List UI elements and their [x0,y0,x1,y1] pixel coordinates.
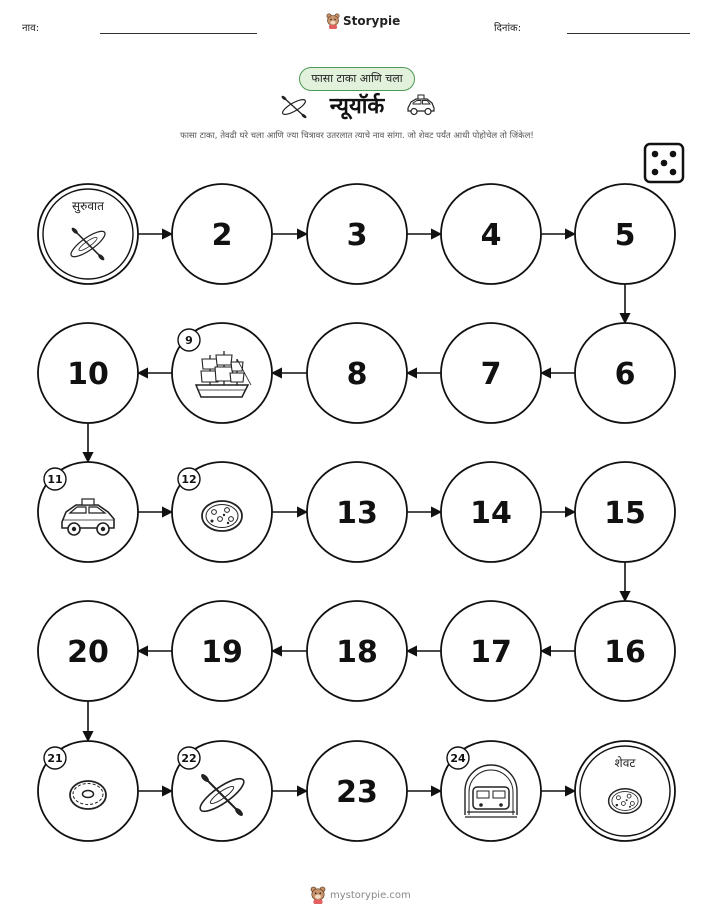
game-title: न्यूयॉर्क [329,94,385,119]
space-number: 2 [211,218,233,253]
space-number: 7 [480,357,502,392]
board-space-20[interactable] [38,601,138,701]
footer-url: mystorypie.com [330,889,411,901]
name-label: नाव: [22,23,40,34]
space-number: 15 [604,496,646,531]
space-number: 19 [201,635,243,670]
space-number: 3 [346,218,368,253]
pizza-icon [609,789,642,814]
board-space-21[interactable] [38,741,138,841]
space-number: 4 [480,218,502,253]
start-label: सुरुवात [72,199,104,213]
space-number: 21 [47,752,63,765]
space-number: 18 [336,635,378,670]
board-space-15[interactable] [575,462,675,562]
board-space-5[interactable] [575,184,675,284]
space-number: 20 [67,635,109,670]
board-space-22[interactable] [172,741,272,841]
instructions: फासा टाका, तेवढी घरे चला आणि ज्या चित्रावर उतरलात त्याचे नाव सांगा. जो शेवट पर्यंत आधी पोहोचेल तो जिंकेल! [180,131,534,141]
board-space-3[interactable] [307,184,407,284]
board-space-14[interactable] [441,462,541,562]
board-space-8[interactable] [307,323,407,423]
space-number: 14 [470,496,512,531]
space-number: 8 [346,357,368,392]
space-number: 6 [614,357,636,392]
space-number: 17 [470,635,512,670]
board-space-25[interactable] [575,741,675,841]
board-space-17[interactable] [441,601,541,701]
board-space-6[interactable] [575,323,675,423]
board-space-2[interactable] [172,184,272,284]
finish-label: शेवट [614,756,636,770]
bear-mascot-icon [310,886,326,904]
space-number: 12 [181,473,197,486]
space-number: 11 [47,473,63,486]
space-number: 23 [336,775,378,810]
board-space-19[interactable] [172,601,272,701]
space-number: 16 [604,635,646,670]
space-number: 13 [336,496,378,531]
board-space-13[interactable] [307,462,407,562]
board-space-10[interactable] [38,323,138,423]
board-space-18[interactable] [307,601,407,701]
space-number: 10 [67,357,109,392]
board-space-24[interactable] [441,741,541,841]
board-space-9[interactable] [172,323,272,423]
space-number: 5 [614,218,636,253]
board-space-11[interactable] [38,462,138,562]
space-number: 9 [185,334,193,347]
space-number: 24 [450,752,466,765]
board-space-23[interactable] [307,741,407,841]
board-space-12[interactable] [172,462,272,562]
brand-name: Storypie [343,14,401,28]
pizza-icon [202,501,242,531]
donut-icon [70,781,106,809]
game-badge: फासा टाका आणि चला [299,67,415,91]
board-space-4[interactable] [441,184,541,284]
space-number: 22 [181,752,197,765]
footer [310,886,411,904]
board-space-7[interactable] [441,323,541,423]
board-space-16[interactable] [575,601,675,701]
date-label: दिनांक: [494,23,522,34]
board-space-1[interactable] [38,184,138,284]
